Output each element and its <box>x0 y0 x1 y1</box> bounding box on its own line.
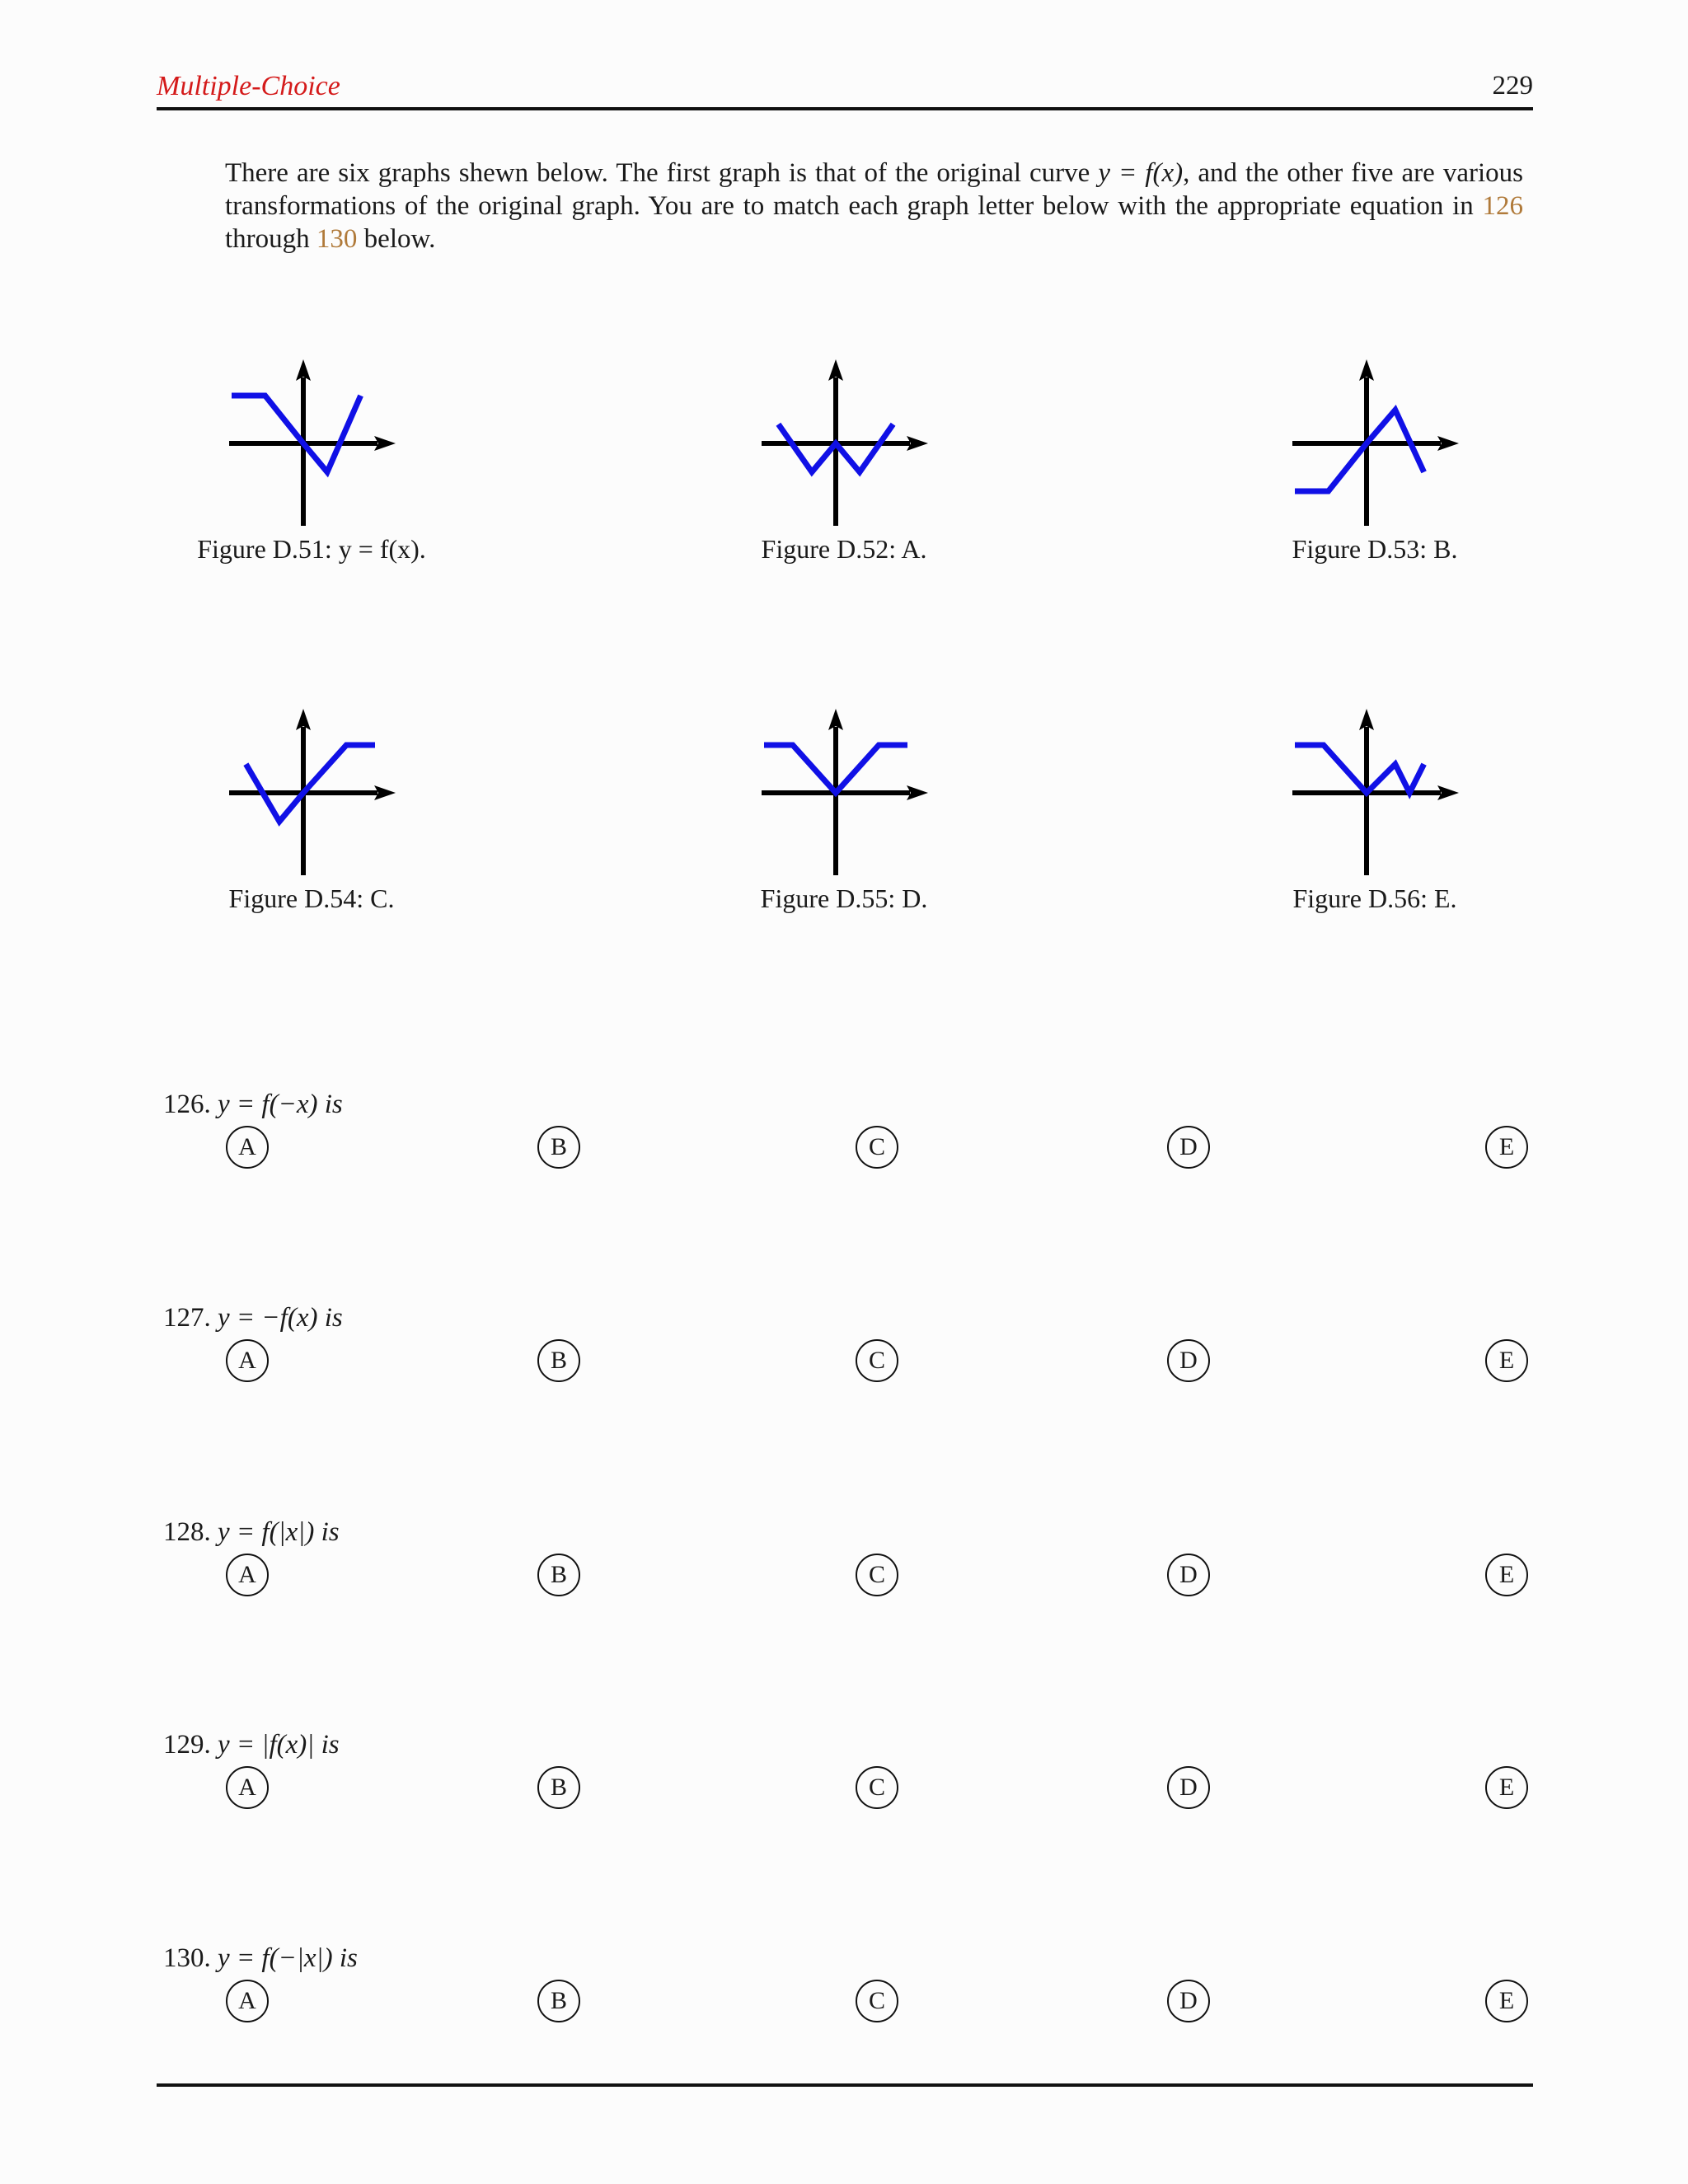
question-128 <box>163 1517 1540 1608</box>
choice-b[interactable]: B <box>537 1980 580 2022</box>
graph-e <box>1276 702 1474 883</box>
intro-text: below. <box>357 224 436 254</box>
figure-d51 <box>97 353 526 565</box>
intro-text: through <box>225 224 316 254</box>
choice-b[interactable]: B <box>537 1126 580 1169</box>
choice-d[interactable]: D <box>1167 1339 1210 1382</box>
question-text: y = |f(x)| is <box>218 1730 340 1760</box>
choice-e[interactable]: E <box>1485 1554 1528 1596</box>
graph-c <box>213 702 410 883</box>
choice-c[interactable]: C <box>856 1339 898 1382</box>
choice-c[interactable]: C <box>856 1766 898 1809</box>
intro-text: , and the other five are various transformations of the original graph. You are to match each graph letter below with the appropriate equation in <box>225 158 1523 221</box>
figure-caption: Figure D.53: B. <box>1292 534 1458 564</box>
choice-a[interactable]: A <box>226 1766 269 1809</box>
figure-caption: Figure D.55: D. <box>760 883 928 913</box>
choice-c[interactable]: C <box>856 1126 898 1169</box>
question-text: y = f(−|x|) is <box>218 1943 358 1973</box>
choice-e[interactable]: E <box>1485 1766 1528 1809</box>
question-stem <box>163 1943 358 1974</box>
question-text: y = f(|x|) is <box>218 1517 340 1547</box>
figure-caption: Figure D.54: C. <box>228 883 395 913</box>
choice-e[interactable]: E <box>1485 1980 1528 2022</box>
graph-a <box>745 353 943 534</box>
cross-reference-link[interactable]: 130 <box>316 224 358 254</box>
page-header <box>157 69 1533 110</box>
question-stem <box>163 1730 340 1760</box>
question-stem <box>163 1303 343 1333</box>
graph-d <box>745 702 943 883</box>
figure-d56 <box>1160 702 1589 914</box>
choice-a[interactable]: A <box>226 1126 269 1169</box>
choice-c[interactable]: C <box>856 1980 898 2022</box>
figure-d55 <box>630 702 1058 914</box>
page-number: 229 <box>1492 71 1533 101</box>
question-number: 130. <box>163 1943 211 1973</box>
section-title: Multiple-Choice <box>157 71 340 101</box>
choice-a[interactable]: A <box>226 1980 269 2022</box>
choice-a[interactable]: A <box>226 1339 269 1382</box>
footer-rule <box>157 2083 1533 2087</box>
choice-b[interactable]: B <box>537 1339 580 1382</box>
figure-d52 <box>630 353 1058 565</box>
choice-e[interactable]: E <box>1485 1126 1528 1169</box>
choice-d[interactable]: D <box>1167 1126 1210 1169</box>
question-number: 129. <box>163 1730 211 1760</box>
figure-caption: Figure D.52: A. <box>761 534 927 564</box>
choice-b[interactable]: B <box>537 1554 580 1596</box>
choice-d[interactable]: D <box>1167 1980 1210 2022</box>
question-number: 126. <box>163 1090 211 1119</box>
question-126 <box>163 1090 1540 1180</box>
intro-text: There are six graphs shewn below. The first graph is that of the original curve <box>225 158 1099 188</box>
function-curve <box>1295 410 1424 491</box>
choice-a[interactable]: A <box>226 1554 269 1596</box>
function-curve <box>232 396 361 472</box>
question-text: y = f(−x) is <box>218 1090 343 1119</box>
figure-caption: Figure D.56: E. <box>1292 883 1457 913</box>
function-curve <box>1295 745 1424 793</box>
cross-reference-link[interactable]: 126 <box>1482 191 1523 221</box>
question-stem <box>163 1090 343 1120</box>
intro-equation: y = f(x) <box>1098 158 1184 188</box>
question-stem <box>163 1517 340 1548</box>
graph-original <box>213 353 410 534</box>
question-129 <box>163 1730 1540 1821</box>
instructions-paragraph <box>225 157 1523 255</box>
choice-b[interactable]: B <box>537 1766 580 1809</box>
figure-d53 <box>1160 353 1589 565</box>
question-text: y = −f(x) is <box>218 1303 343 1333</box>
question-number: 127. <box>163 1303 211 1333</box>
choice-d[interactable]: D <box>1167 1554 1210 1596</box>
choice-d[interactable]: D <box>1167 1766 1210 1809</box>
question-number: 128. <box>163 1517 211 1547</box>
graph-b <box>1276 353 1474 534</box>
figure-caption: Figure D.51: y = f(x). <box>197 534 426 564</box>
function-curve <box>246 745 375 822</box>
question-130 <box>163 1943 1540 2034</box>
figure-d54 <box>97 702 526 914</box>
choice-c[interactable]: C <box>856 1554 898 1596</box>
choice-e[interactable]: E <box>1485 1339 1528 1382</box>
question-127 <box>163 1303 1540 1394</box>
